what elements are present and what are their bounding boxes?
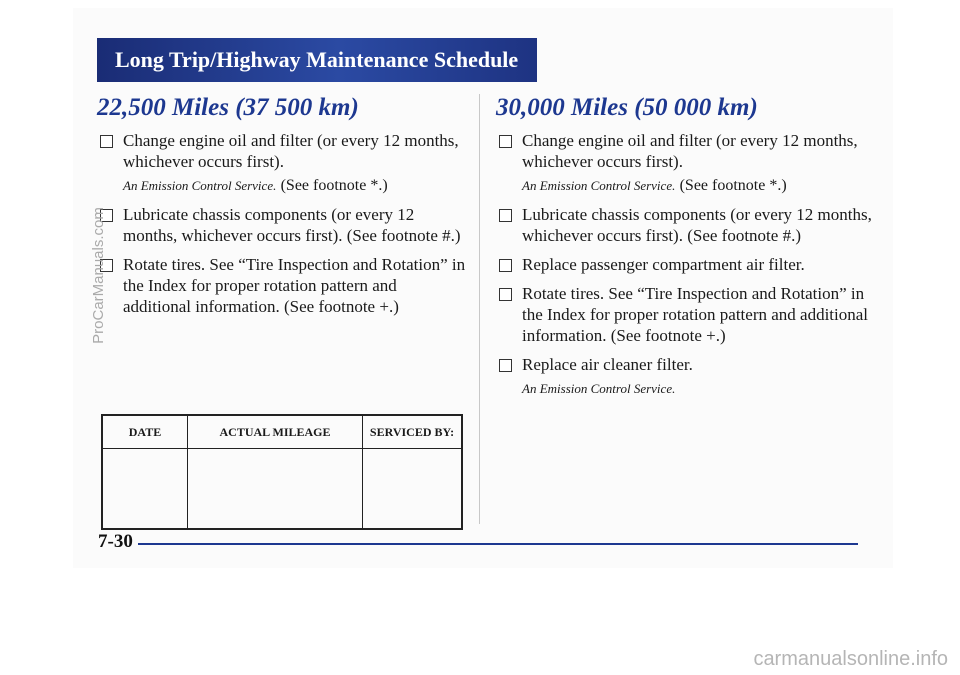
bottom-watermark: carmanualsonline.info	[753, 648, 948, 670]
checklist-item: Change engine oil and filter (or every 12 months, whichever occurs first).	[97, 130, 467, 172]
checkbox-icon[interactable]	[499, 359, 512, 372]
section-banner	[97, 38, 537, 82]
checkbox-icon[interactable]	[499, 209, 512, 222]
right-column	[496, 94, 876, 397]
checklist-item: Rotate tires. See “Tire Inspection and Rotation” in the Index for proper rotation pattern and additional information. (See footnote +.)	[496, 283, 876, 346]
checkbox-icon[interactable]	[499, 288, 512, 301]
date-header: DATE	[102, 415, 188, 449]
mileage-header: ACTUAL MILEAGE	[188, 415, 363, 449]
page-number: 7-30	[98, 531, 133, 552]
left-column	[97, 94, 467, 325]
checkbox-icon[interactable]	[499, 259, 512, 272]
serviced-by-header: SERVICED BY:	[363, 415, 463, 449]
side-watermark: ProCarManuals.com	[89, 206, 107, 344]
emission-note: An Emission Control Service.	[522, 381, 676, 396]
checklist-item: Change engine oil and filter (or every 12 months, whichever occurs first).	[496, 130, 876, 172]
checkbox-icon[interactable]	[100, 135, 113, 148]
section-title: Long Trip/Highway Maintenance Schedule	[115, 47, 519, 72]
emission-note: An Emission Control Service. (See footnote *.)	[123, 177, 388, 194]
emission-note: An Emission Control Service. (See footnote *.)	[522, 177, 787, 194]
checklist-item: Replace passenger compartment air filter.	[496, 254, 876, 275]
checklist-item: Lubricate chassis components (or every 12 months, whichever occurs first). (See footnote #.)	[97, 204, 467, 246]
column-divider	[479, 94, 480, 524]
interval-heading-30000: 30,000 Miles (50 000 km)	[496, 94, 758, 121]
checklist-item: Replace air cleaner filter.	[496, 354, 876, 375]
interval-heading-22500: 22,500 Miles (37 500 km)	[97, 94, 359, 121]
checklist-item: Rotate tires. See “Tire Inspection and Rotation” in the Index for proper rotation pattern and additional information. (See footnote +.)	[97, 254, 467, 317]
service-log-table	[101, 414, 463, 530]
serviced-by-cell[interactable]	[363, 449, 463, 530]
date-cell[interactable]	[102, 449, 188, 530]
checkbox-icon[interactable]	[499, 135, 512, 148]
mileage-cell[interactable]	[188, 449, 363, 530]
footer-rule	[138, 543, 858, 545]
checklist-item: Lubricate chassis components (or every 12 months, whichever occurs first). (See footnote #.)	[496, 204, 876, 246]
